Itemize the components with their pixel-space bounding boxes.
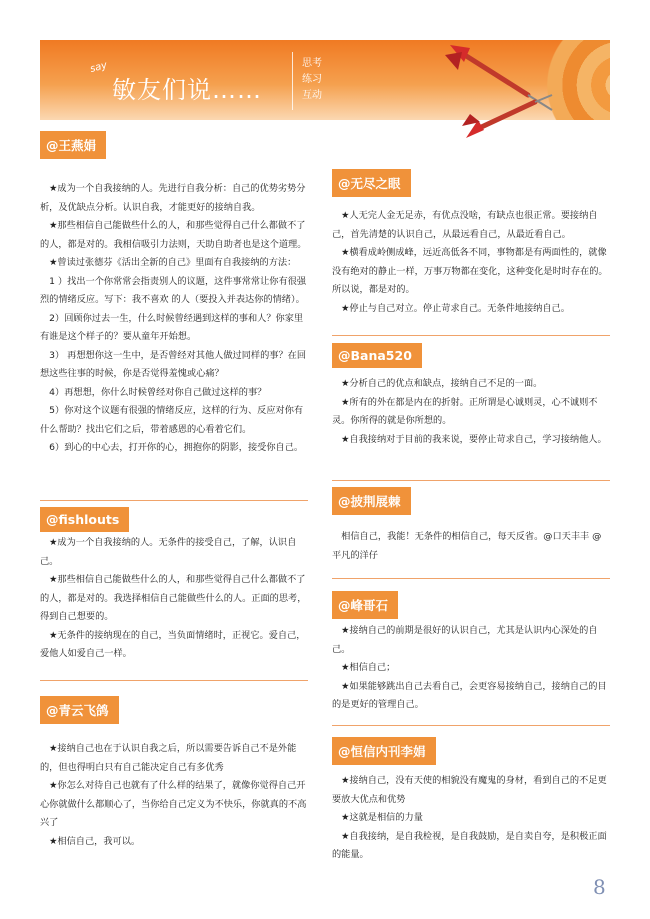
page-number: 8 — [593, 875, 606, 899]
author-tag: @fishlouts — [40, 507, 129, 532]
comment-block — [40, 740, 308, 851]
subtitle-interact: 互动 — [302, 90, 322, 101]
comment-paragraph: ★横看成岭侧成峰，远近高低各不同，事物都是有两面性的，就像没有绝对的静止一样，万事万物都在变化，这种变化是时时存在的。所以说，都是对的。 — [332, 247, 608, 295]
divider — [40, 500, 308, 501]
subtitle-practice: 练习 — [302, 74, 322, 85]
darts-icon — [440, 40, 610, 140]
say-label: say — [88, 59, 109, 76]
divider — [332, 725, 610, 726]
author-tag: @青云飞鸽 — [40, 696, 119, 724]
comment-paragraph: 4）再想想，你什么时候曾经对你自己做过这样的事？ — [40, 386, 267, 398]
comment-paragraph: ★无条件的接纳现在的自己，当负面情绪时，正视它。爱自己，爱他人如爱自己一样。 — [40, 629, 306, 659]
comment-paragraph: ★接纳自己的前期是很好的认识自己，尤其是认识内心深处的自己。 — [332, 625, 598, 655]
comment-paragraph: ★相信自己； — [332, 662, 396, 673]
comment-paragraph: ★如果能够跳出自己去看自己，会更容易接纳自己，接纳自己的目的是更好的管理自己。 — [332, 680, 607, 710]
divider — [332, 335, 610, 336]
comment-paragraph: ★人无完人金无足赤，有优点没啥，有缺点也很正常。要接纳自己，首先清楚的认识自己，从最远看自己，从最近看自己。 — [332, 210, 598, 240]
author-tag: @无尽之眼 — [332, 169, 411, 197]
comment-paragraph: ★分析自己的优点和缺点，接纳自己不足的一面。 — [332, 378, 543, 389]
comment-paragraph: 6）到心的中心去，打开你的心，拥抱你的阴影，接受你自己。 — [40, 442, 304, 453]
comment-paragraph: 2）回顾你过去一生，什么时候曾经遇到这样的事和人？你家里有谁是这个样子的？要从童年开始想。 — [40, 312, 304, 342]
comment-block — [332, 375, 610, 449]
comment-paragraph: ★那些相信自己能做些什么的人，和那些觉得自己什么都做不了的人，都是对的。我相信吸引力法则，天助自助者也是这个道理。 — [40, 220, 307, 250]
comment-paragraph: 相信自己，我能！无条件的相信自己，每天反省。@口天丰丰 @平凡的洋仔 — [332, 531, 602, 561]
author-tag: @Bana520 — [332, 343, 422, 368]
author-tag: @峰哥石 — [332, 591, 398, 619]
banner-subtitle — [302, 56, 322, 104]
comment-paragraph: ★这就是相信的力量 — [332, 812, 423, 823]
author-tag: @恒信内刊李娟 — [332, 737, 436, 765]
comment-paragraph: ★成为一个自我接纳的人。先进行自我分析：自己的优势劣势分析，及优缺点分析。认识自我，才能更好的接纳自我。 — [40, 183, 306, 213]
divider — [332, 578, 610, 579]
author-tag: @王燕娟 — [40, 131, 106, 159]
banner-divider — [292, 52, 293, 110]
comment-block — [40, 180, 308, 458]
comment-paragraph: ★自我接纳对于目前的我来说，要停止苛求自己，学习接纳他人。 — [332, 433, 607, 445]
comment-paragraph: ★自我接纳，是自我检视，是自我鼓励，是自卖自夸，是积极正面的能量。 — [332, 830, 607, 860]
comment-paragraph: ★接纳自己，没有天使的相貌没有魔鬼的身材，看到自己的不足更要放大优点和优势 — [332, 775, 607, 805]
page-title: 敏友们说…… — [112, 76, 262, 104]
comment-paragraph: 1 ）找出一个你常常会指责别人的议题，这件事常常让你有很强烈的情绪反应。写下：我不喜欢 的人（要投入并表达你的情绪）。 — [40, 275, 307, 305]
comment-block — [332, 207, 610, 318]
comment-paragraph: ★曾读过张德芬《活出全新的自己》里面有自我接纳的方法： — [40, 257, 297, 268]
divider — [40, 680, 308, 681]
comment-paragraph: ★停止与自己对立。停止苛求自己。无条件地接纳自己。 — [332, 302, 570, 314]
comment-paragraph: 3） 再想想你这一生中，是否曾经对其他人做过同样的事？在回想这些往事的时候，你是否觉得羞愧或心痛？ — [40, 349, 307, 379]
comment-paragraph: ★你怎么对待自己也就有了什么样的结果了，就像你觉得自己开心你就做什么都顺心了，当你给自己定义为不快乐，你就真的不高兴了 — [40, 780, 307, 828]
author-tag: @披荆展棘 — [332, 487, 411, 515]
comment-paragraph: ★成为一个自我接纳的人。无条件的接受自己，了解，认识自己。 — [40, 537, 297, 567]
comment-paragraph: ★那些相信自己能做些什么的人，和那些觉得自己什么都做不了的人，都是对的。我选择相信自己能做些什么的人。正面的思考，得到自己想要的。 — [40, 574, 307, 622]
comment-block — [332, 772, 610, 865]
comment-paragraph: 5）你对这个议题有很强的情绪反应，这样的行为、反应对你有什么帮助？找出它们之后，带着感恩的心看着它们。 — [40, 405, 304, 435]
comment-block — [332, 622, 610, 715]
divider — [332, 480, 610, 481]
comment-paragraph: ★相信自己，我可以。 — [40, 835, 141, 847]
comment-paragraph: ★接纳自己也在于认识自我之后，所以需要告诉自己不是外能的，但也得明白只有自己能决定自己有多优秀 — [40, 743, 297, 773]
comment-block — [40, 534, 308, 664]
comment-paragraph: ★所有的外在都是内在的折射。正所谓是心诚则灵，心不诚则不灵。你所得的就是你所想的。 — [332, 396, 598, 426]
comment-block — [332, 528, 610, 565]
subtitle-think: 思考 — [302, 58, 322, 69]
